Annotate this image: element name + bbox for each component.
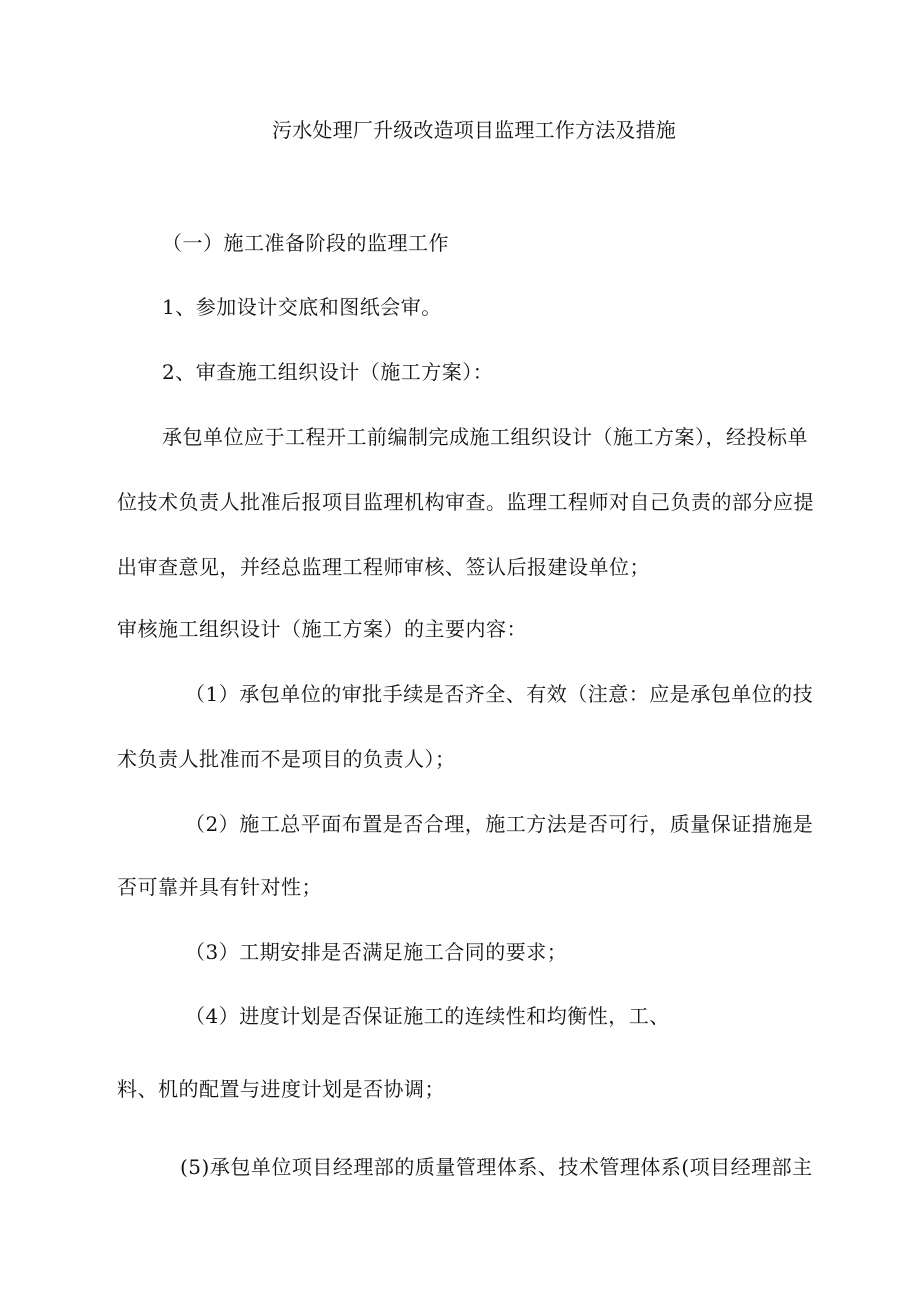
paragraph-line: 1、参加设计交底和图纸会审。 bbox=[162, 295, 442, 319]
paragraph-line: 出审查意见，并经总监理工程师审核、签认后报建设单位； bbox=[117, 555, 650, 579]
paragraph-line: （4）进度计划是否保证施工的连续性和均衡性，工、 bbox=[185, 1004, 670, 1028]
paragraph-line: 审核施工组织设计（施工方案）的主要内容： bbox=[117, 617, 527, 641]
paragraph-line: （1）承包单位的审批手续是否齐全、有效（注意：应是承包单位的技 bbox=[185, 682, 814, 706]
paragraph-line: 料、机的配置与进度计划是否协调； bbox=[117, 1077, 445, 1101]
paragraph-line: （3）工期安排是否满足施工合同的要求； bbox=[185, 940, 568, 964]
paragraph-line: 否可靠并具有针对性； bbox=[117, 875, 322, 899]
paragraph-line: （2）施工总平面布置是否合理，施工方法是否可行，质量保证措施是 bbox=[185, 812, 814, 836]
paragraph-line: 术负责人批准而不是项目的负责人）； bbox=[117, 747, 456, 771]
document-title: 污水处理厂升级改造项目监理工作方法及措施 bbox=[272, 118, 676, 142]
section-heading: （一）施工准备阶段的监理工作 bbox=[162, 231, 449, 255]
paragraph-line: (5)承包单位项目经理部的质量管理体系、技术管理体系(项目经理部主 bbox=[180, 1155, 813, 1179]
paragraph-line: 承包单位应于工程开工前编制完成施工组织设计（施工方案），经投标单 bbox=[162, 425, 808, 449]
paragraph-line: 位技术负责人批准后报项目监理机构审查。监理工程师对自己负责的部分应提 bbox=[117, 490, 814, 514]
paragraph-line: 2、审查施工组织设计（施工方案）： bbox=[162, 360, 494, 384]
